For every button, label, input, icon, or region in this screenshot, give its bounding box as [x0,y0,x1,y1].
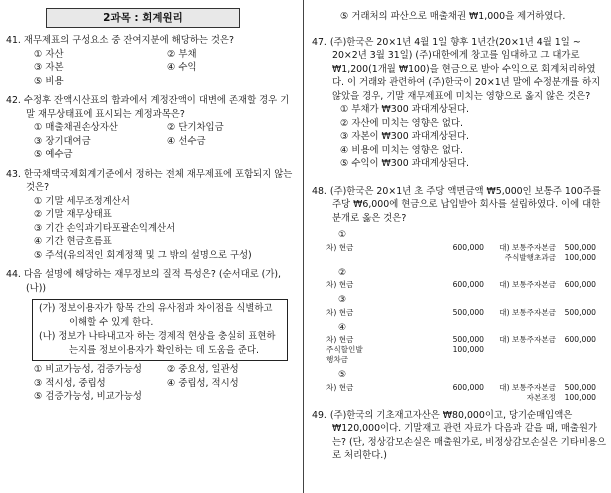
option: ④ 비용에 미치는 영향은 없다. [340,144,463,156]
journal-entry [312,335,607,365]
description-box [32,299,288,361]
journal-entries [312,229,607,403]
option: ③ 적시성, 중립성 [34,377,106,389]
question-42 [6,94,294,162]
option: ⑤ 거래처의 파산으로 매출채권 ₩1,000을 제거하였다. [340,11,566,22]
question-47 [312,36,607,171]
option: ③ 자본 [34,62,64,73]
debit-account: 차) 현금 [326,242,354,252]
options [6,48,294,89]
credit-account: 주식발행초과금 [504,252,556,262]
option: ③ 자본이 ₩300 과대계상된다. [340,131,469,142]
credit-amount [556,345,596,365]
option: ④ 기간 현금흐름표 [34,236,112,247]
journal-row [312,243,607,253]
question-45-tail [312,10,607,24]
credit-amount: 100,000 [564,252,596,262]
option: ① 부채가 ₩300 과대계상된다. [340,104,469,115]
option: ⑤ 수익이 ₩300 과대계상된다. [340,158,469,169]
option: ⑤ 예수금 [34,149,73,160]
debit-amount: 500,000 [452,307,484,317]
question-stem: 49. (주)한국의 기초재고자산은 ₩80,000이고, 당기순매입액은 ₩120,000이다. 기말재고 관련 자료가 다음과 같을 때, 매출원가는? (단, 정상감모손실은 매출원가로, 비정상감모손실은 기타비용으로 처리한다.) [312,409,607,461]
option: ② 기말 재무상태표 [34,209,112,220]
journal-row [312,253,607,263]
journal-option-number: ⑤ [338,370,347,380]
journal-entry [312,383,607,403]
option: ② 중요성, 일관성 [167,364,239,375]
option: ① 자산 [34,48,64,60]
journal-row [312,393,607,403]
right-column [312,0,607,463]
question-stem: 42. 수정후 잔액시산표의 합과에서 계정잔액이 대변에 존재할 경우 기말 재무상태표에 표시되는 계정과목은? [6,95,290,120]
journal-row [312,335,607,345]
journal-entry [312,308,607,318]
debit-account: 차) 현금 [326,280,354,289]
column-divider [303,0,304,493]
question-48 [312,185,607,403]
journal-option-number: ② [338,267,347,278]
option: ⑤ 검증가능성, 비교가능성 [34,391,142,402]
option: ⑤ 주석(유의적인 회계정책 및 그 밖의 설명으로 구성) [34,249,252,261]
option: ④ 중립성, 적시성 [167,377,239,389]
credit-account: 대) 보통주자본금 [499,307,556,317]
journal-option-number: ① [338,230,347,240]
option: ② 자산에 미치는 영향은 없다. [340,117,463,129]
credit-account: 대) 보통주자본금 [499,242,556,252]
debit-amount: 600,000 [452,242,484,252]
debit-account [326,253,364,263]
options [6,363,294,404]
debit-amount: 600,000 [452,280,484,289]
journal-row [312,308,607,318]
subject-title: 2과목 : 회계원리 [46,8,240,28]
option: ⑤ 비용 [34,75,64,87]
options [312,103,607,171]
credit-account: 대) 보통주자본금 [499,382,556,392]
debit-account [326,393,364,403]
journal-option-number: ③ [338,295,347,305]
options [6,121,294,162]
debit-account: 차) 현금 [326,307,354,317]
box-item: (나) 정보가 나타내고자 하는 경제적 현상을 충실히 표현하는지를 정보이용자가 확인하는 데 도움을 준다. [39,331,276,356]
options [6,195,294,263]
credit-account: 자본조정 [526,392,556,402]
journal-entry [312,243,607,263]
option: ① 기말 세무조정계산서 [34,195,130,207]
debit-account: 차) 현금 [326,382,354,392]
journal-option-number: ④ [338,322,347,333]
question-41 [6,34,294,88]
journal-row [312,345,607,365]
debit-account: 차) 현금 [326,335,354,344]
journal-entry [312,280,607,290]
debit-amount: 600,000 [452,382,484,392]
option: ① 비교가능성, 검증가능성 [34,364,142,375]
option: ④ 선수금 [167,135,206,147]
journal-row [312,280,607,290]
credit-amount: 600,000 [564,335,596,344]
credit-amount: 100,000 [564,392,596,402]
credit-account: 대) 보통주자본금 [499,280,556,289]
question-stem: 44. 다음 설명에 해당하는 재무정보의 질적 특성은? (순서대로 (가), (나)) [6,269,282,294]
credit-amount: 600,000 [564,280,596,289]
box-item: (가) 정보이용자가 항목 간의 유사점과 차이점을 식별하고 이해할 수 있게 한다. [39,303,273,328]
debit-amount [364,393,484,403]
debit-account: 주식할인발행차금 [326,345,363,364]
question-stem: 43. 한국채택국제회계기준에서 정하는 전체 재무제표에 포함되지 않는 것은? [6,168,293,193]
debit-amount [364,253,484,263]
question-49 [312,409,607,463]
question-43 [6,168,294,263]
debit-amount: 100,000 [452,345,484,354]
credit-amount: 500,000 [564,307,596,317]
credit-amount: 500,000 [564,242,596,252]
question-44 [6,268,294,404]
option: ③ 기간 손익과기타포괄손익계산서 [34,222,176,234]
credit-amount: 500,000 [564,382,596,392]
option: ② 부채 [167,48,197,60]
left-column [6,0,294,404]
option: ① 매출채권손상자산 [34,122,118,133]
option: ③ 장기대여금 [34,135,91,147]
option: ② 단기차입금 [167,122,224,133]
question-stem: 47. (주)한국은 20×1년 4월 1일 향후 1년간(20×1년 4월 1일 ~ 20×2년 3월 31일) (주)대한에게 창고를 임대하고 그 대가로 ₩1,200(1개월 ₩100)을 현금으로 받아 수익으로 회계처리하였다. 이 거래와 관련하여 (주)한국이 20×1년 말에 수정분개를 하지 않았을 경우, 기말 재무제표에 미치는 영향으로 옳지 않은 것은? [312,36,601,102]
option: ④ 수익 [167,62,197,73]
question-stem: 41. 재무제표의 구성요소 중 잔여지분에 해당하는 것은? [6,35,234,46]
question-stem: 48. (주)한국은 20×1년 초 주당 액면금액 ₩5,000인 보통주 100주를 주당 ₩6,000에 현금으로 납입받아 회사를 설립하였다. 이에 대한 분개로 옳은 것은? [312,185,601,224]
credit-account [484,345,556,365]
credit-account: 대) 보통주자본금 [499,335,556,344]
debit-amount: 500,000 [452,335,484,344]
journal-row [312,383,607,393]
